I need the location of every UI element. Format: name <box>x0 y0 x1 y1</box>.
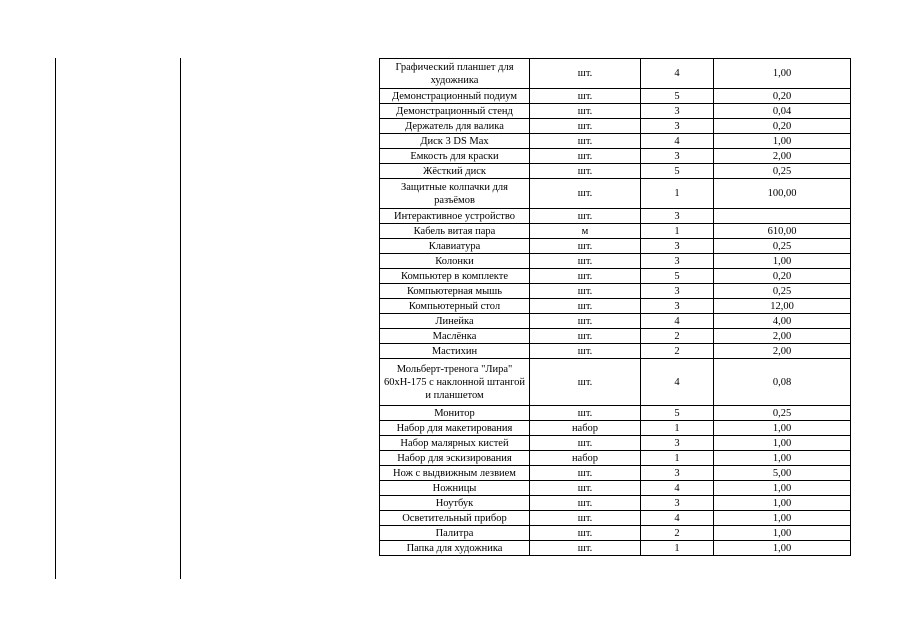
item-name: Демонстрационный подиум <box>380 89 530 104</box>
item-name: Интерактивное устройство <box>380 209 530 224</box>
table-row <box>380 119 851 134</box>
item-unit: набор <box>530 451 641 466</box>
item-name: Папка для художника <box>380 541 530 556</box>
item-value: 0,20 <box>714 89 851 104</box>
item-unit: шт. <box>530 466 641 481</box>
item-name: Набор малярных кистей <box>380 436 530 451</box>
item-name: Монитор <box>380 406 530 421</box>
table-row <box>380 526 851 541</box>
item-unit: набор <box>530 421 641 436</box>
item-qty: 4 <box>641 511 714 526</box>
item-unit: шт. <box>530 59 641 89</box>
item-value: 610,00 <box>714 224 851 239</box>
item-name: Компьютерная мышь <box>380 284 530 299</box>
item-value: 1,00 <box>714 421 851 436</box>
table-row <box>380 496 851 511</box>
table-row <box>380 299 851 314</box>
item-qty: 3 <box>641 496 714 511</box>
item-value: 0,08 <box>714 359 851 406</box>
item-unit: шт. <box>530 299 641 314</box>
table-row <box>380 224 851 239</box>
item-qty: 3 <box>641 209 714 224</box>
item-unit: шт. <box>530 239 641 254</box>
item-qty: 2 <box>641 526 714 541</box>
item-name: Демонстрационный стенд <box>380 104 530 119</box>
item-qty: 3 <box>641 149 714 164</box>
item-unit: шт. <box>530 541 641 556</box>
item-unit: шт. <box>530 406 641 421</box>
item-unit: шт. <box>530 89 641 104</box>
item-value <box>714 209 851 224</box>
item-unit: шт. <box>530 496 641 511</box>
item-qty: 4 <box>641 314 714 329</box>
item-qty: 4 <box>641 481 714 496</box>
item-unit: шт. <box>530 314 641 329</box>
table-row <box>380 541 851 556</box>
item-qty: 5 <box>641 89 714 104</box>
item-qty: 1 <box>641 224 714 239</box>
item-value: 0,25 <box>714 239 851 254</box>
item-qty: 4 <box>641 134 714 149</box>
item-name: Защитные колпачки для разъёмов <box>380 179 530 209</box>
item-name: Мольберт-тренога "Лира" 60хН-175 с наклонной штангой и планшетом <box>380 359 530 406</box>
item-unit: шт. <box>530 269 641 284</box>
item-value: 100,00 <box>714 179 851 209</box>
item-value: 2,00 <box>714 149 851 164</box>
item-qty: 4 <box>641 59 714 89</box>
item-name: Набор для эскизирования <box>380 451 530 466</box>
item-name: Клавиатура <box>380 239 530 254</box>
table-row <box>380 329 851 344</box>
item-qty: 3 <box>641 239 714 254</box>
left-column-rule <box>55 58 56 579</box>
table-row <box>380 344 851 359</box>
table-row <box>380 406 851 421</box>
item-name: Линейка <box>380 314 530 329</box>
table-row <box>380 436 851 451</box>
item-name: Колонки <box>380 254 530 269</box>
table-row <box>380 421 851 436</box>
item-name: Компьютерный стол <box>380 299 530 314</box>
item-value: 1,00 <box>714 481 851 496</box>
item-name: Жёсткий диск <box>380 164 530 179</box>
item-unit: шт. <box>530 359 641 406</box>
item-value: 1,00 <box>714 496 851 511</box>
item-value: 0,04 <box>714 104 851 119</box>
item-value: 1,00 <box>714 254 851 269</box>
table-row <box>380 164 851 179</box>
middle-column-rule <box>180 58 181 579</box>
item-unit: шт. <box>530 344 641 359</box>
item-value: 1,00 <box>714 541 851 556</box>
item-qty: 3 <box>641 119 714 134</box>
item-value: 1,00 <box>714 511 851 526</box>
table-row <box>380 89 851 104</box>
item-unit: шт. <box>530 436 641 451</box>
equipment-table <box>379 58 851 556</box>
item-qty: 2 <box>641 329 714 344</box>
item-name: Графический планшет для художника <box>380 59 530 89</box>
item-qty: 1 <box>641 179 714 209</box>
item-qty: 4 <box>641 359 714 406</box>
item-unit: шт. <box>530 104 641 119</box>
table-row <box>380 239 851 254</box>
item-unit: шт. <box>530 134 641 149</box>
table-row <box>380 134 851 149</box>
item-qty: 5 <box>641 406 714 421</box>
item-unit: шт. <box>530 164 641 179</box>
item-value: 1,00 <box>714 451 851 466</box>
item-qty: 5 <box>641 164 714 179</box>
item-unit: шт. <box>530 119 641 134</box>
item-name: Ноутбук <box>380 496 530 511</box>
item-qty: 1 <box>641 541 714 556</box>
table-row <box>380 481 851 496</box>
table-row <box>380 209 851 224</box>
item-qty: 3 <box>641 254 714 269</box>
item-unit: шт. <box>530 329 641 344</box>
item-unit: шт. <box>530 254 641 269</box>
table-row <box>380 359 851 406</box>
item-name: Мастихин <box>380 344 530 359</box>
item-value: 1,00 <box>714 59 851 89</box>
item-value: 0,20 <box>714 119 851 134</box>
item-name: Компьютер в комплекте <box>380 269 530 284</box>
item-qty: 3 <box>641 104 714 119</box>
item-value: 0,25 <box>714 164 851 179</box>
item-value: 2,00 <box>714 344 851 359</box>
item-value: 5,00 <box>714 466 851 481</box>
item-name: Нож с выдвижным лезвием <box>380 466 530 481</box>
item-name: Кабель витая пара <box>380 224 530 239</box>
table-row <box>380 284 851 299</box>
item-unit: шт. <box>530 149 641 164</box>
item-name: Маслёнка <box>380 329 530 344</box>
table-row <box>380 314 851 329</box>
table-row <box>380 254 851 269</box>
item-name: Емкость для краски <box>380 149 530 164</box>
table-row <box>380 104 851 119</box>
item-name: Держатель для валика <box>380 119 530 134</box>
table-row <box>380 149 851 164</box>
item-qty: 3 <box>641 436 714 451</box>
item-value: 0,25 <box>714 284 851 299</box>
item-qty: 1 <box>641 451 714 466</box>
item-value: 2,00 <box>714 329 851 344</box>
table-row <box>380 59 851 89</box>
item-unit: шт. <box>530 511 641 526</box>
item-unit: шт. <box>530 179 641 209</box>
item-qty: 1 <box>641 421 714 436</box>
item-name: Осветительный прибор <box>380 511 530 526</box>
item-qty: 2 <box>641 344 714 359</box>
item-value: 4,00 <box>714 314 851 329</box>
table-row <box>380 466 851 481</box>
item-unit: шт. <box>530 481 641 496</box>
item-name: Палитра <box>380 526 530 541</box>
item-unit: шт. <box>530 526 641 541</box>
table-row <box>380 269 851 284</box>
item-qty: 5 <box>641 269 714 284</box>
item-name: Диск 3 DS Max <box>380 134 530 149</box>
item-value: 1,00 <box>714 436 851 451</box>
item-qty: 3 <box>641 299 714 314</box>
item-name: Ножницы <box>380 481 530 496</box>
item-value: 1,00 <box>714 134 851 149</box>
item-value: 1,00 <box>714 526 851 541</box>
item-value: 12,00 <box>714 299 851 314</box>
item-qty: 3 <box>641 466 714 481</box>
item-unit: шт. <box>530 284 641 299</box>
table-row <box>380 451 851 466</box>
table-row <box>380 179 851 209</box>
item-value: 0,25 <box>714 406 851 421</box>
table-row <box>380 511 851 526</box>
item-name: Набор для макетирования <box>380 421 530 436</box>
item-unit: м <box>530 224 641 239</box>
item-unit: шт. <box>530 209 641 224</box>
item-value: 0,20 <box>714 269 851 284</box>
item-qty: 3 <box>641 284 714 299</box>
